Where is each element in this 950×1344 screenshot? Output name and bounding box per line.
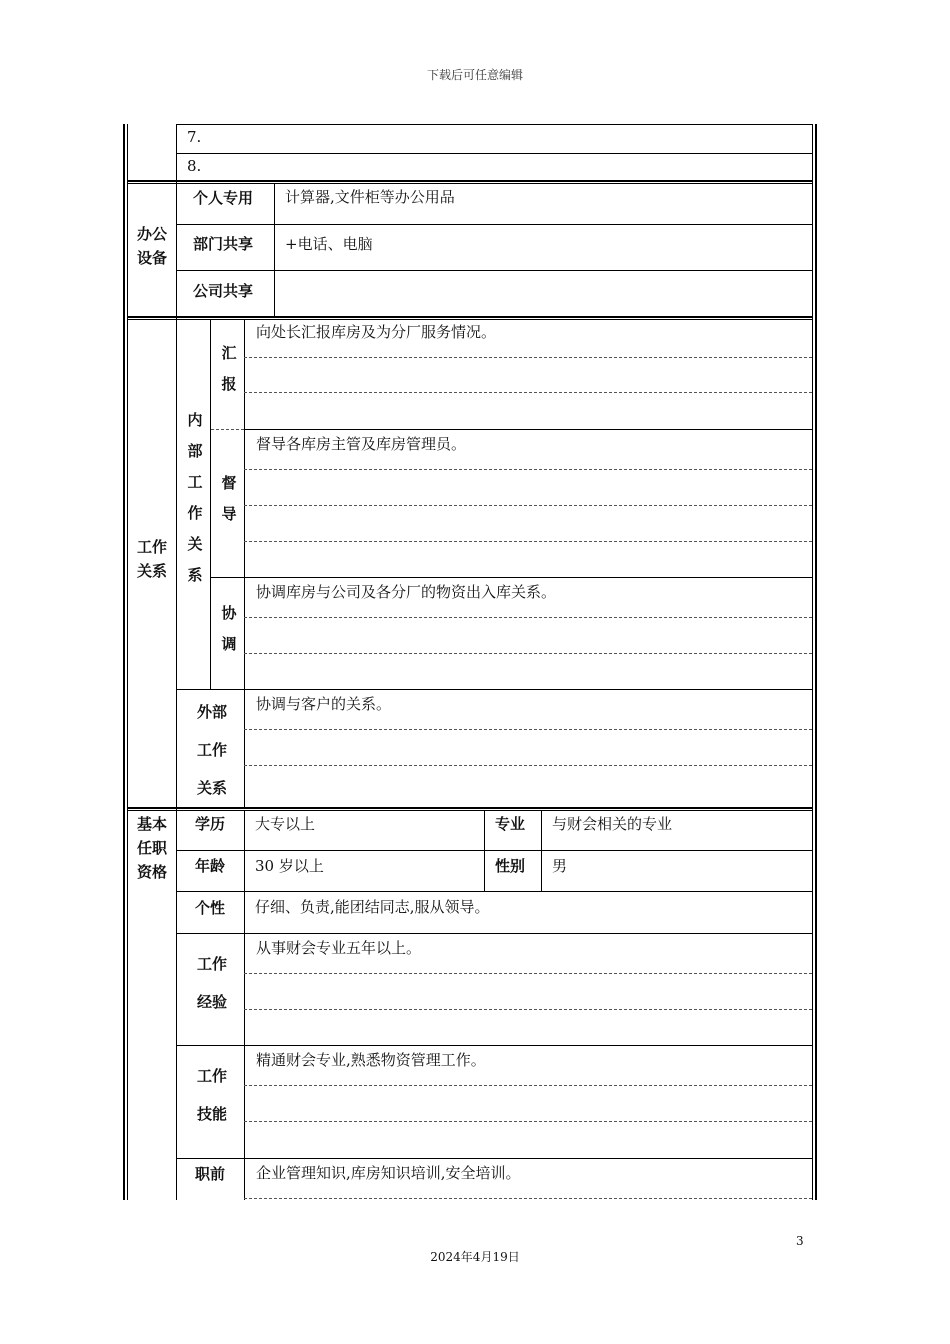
experience-value: 从事财会专业五年以上。 [256, 939, 422, 957]
company-share-label: 公司共享 [193, 282, 254, 300]
dept-share-value: +电话、电脑 [285, 235, 373, 253]
personality-label: 个性 [195, 899, 226, 917]
personality-value: 仔细、负责,能团结同志,服从领导。 [255, 898, 490, 916]
external-text: 协调与客户的关系。 [256, 695, 392, 713]
report-text: 向处长汇报库房及为分厂服务情况。 [256, 323, 497, 341]
supervise-label: 督 导 [221, 474, 237, 523]
gender-value: 男 [552, 857, 568, 875]
dept-share-label: 部门共享 [193, 235, 254, 253]
age-value: 30 岁以上 [255, 857, 324, 875]
major-label: 专业 [495, 815, 526, 833]
gender-label: 性别 [495, 857, 526, 875]
education-value: 大专以上 [255, 815, 316, 833]
skill-label: 工作 技能 [196, 1067, 227, 1123]
coordinate-text: 协调库房与公司及各分厂的物资出入库关系。 [256, 583, 557, 601]
pre-job-value: 企业管理知识,库房知识培训,安全培训。 [256, 1164, 521, 1182]
qualification-label: 基本 任职 资格 [136, 815, 167, 881]
supervise-text: 督导各库房主管及库房管理员。 [256, 435, 467, 453]
major-value: 与财会相关的专业 [552, 815, 673, 833]
coordinate-label: 协 调 [221, 604, 237, 653]
internal-relations-label: 内 部 工 作 关 系 [187, 411, 203, 584]
page-header: 下载后可任意编辑 [426, 68, 523, 82]
external-relations-label: 外部 工作 关系 [196, 703, 227, 797]
personal-use-label: 个人专用 [193, 189, 254, 207]
footer-date: 2024年4月19日 [430, 1250, 520, 1264]
education-label: 学历 [195, 815, 226, 833]
report-label: 汇 报 [221, 344, 237, 393]
experience-label: 工作 经验 [196, 955, 227, 1011]
age-label: 年龄 [195, 857, 226, 875]
page-number: 3 [796, 1234, 804, 1248]
office-equipment-label: 办公 设备 [136, 225, 167, 267]
pre-job-label: 职前 [195, 1165, 226, 1183]
item-8: 8. [187, 157, 202, 175]
item-7: 7. [187, 128, 202, 146]
skill-value: 精通财会专业,熟悉物资管理工作。 [256, 1051, 486, 1069]
personal-use-value: 计算器,文件柜等办公用品 [285, 188, 455, 206]
work-relations-label: 工作 关系 [136, 538, 167, 580]
